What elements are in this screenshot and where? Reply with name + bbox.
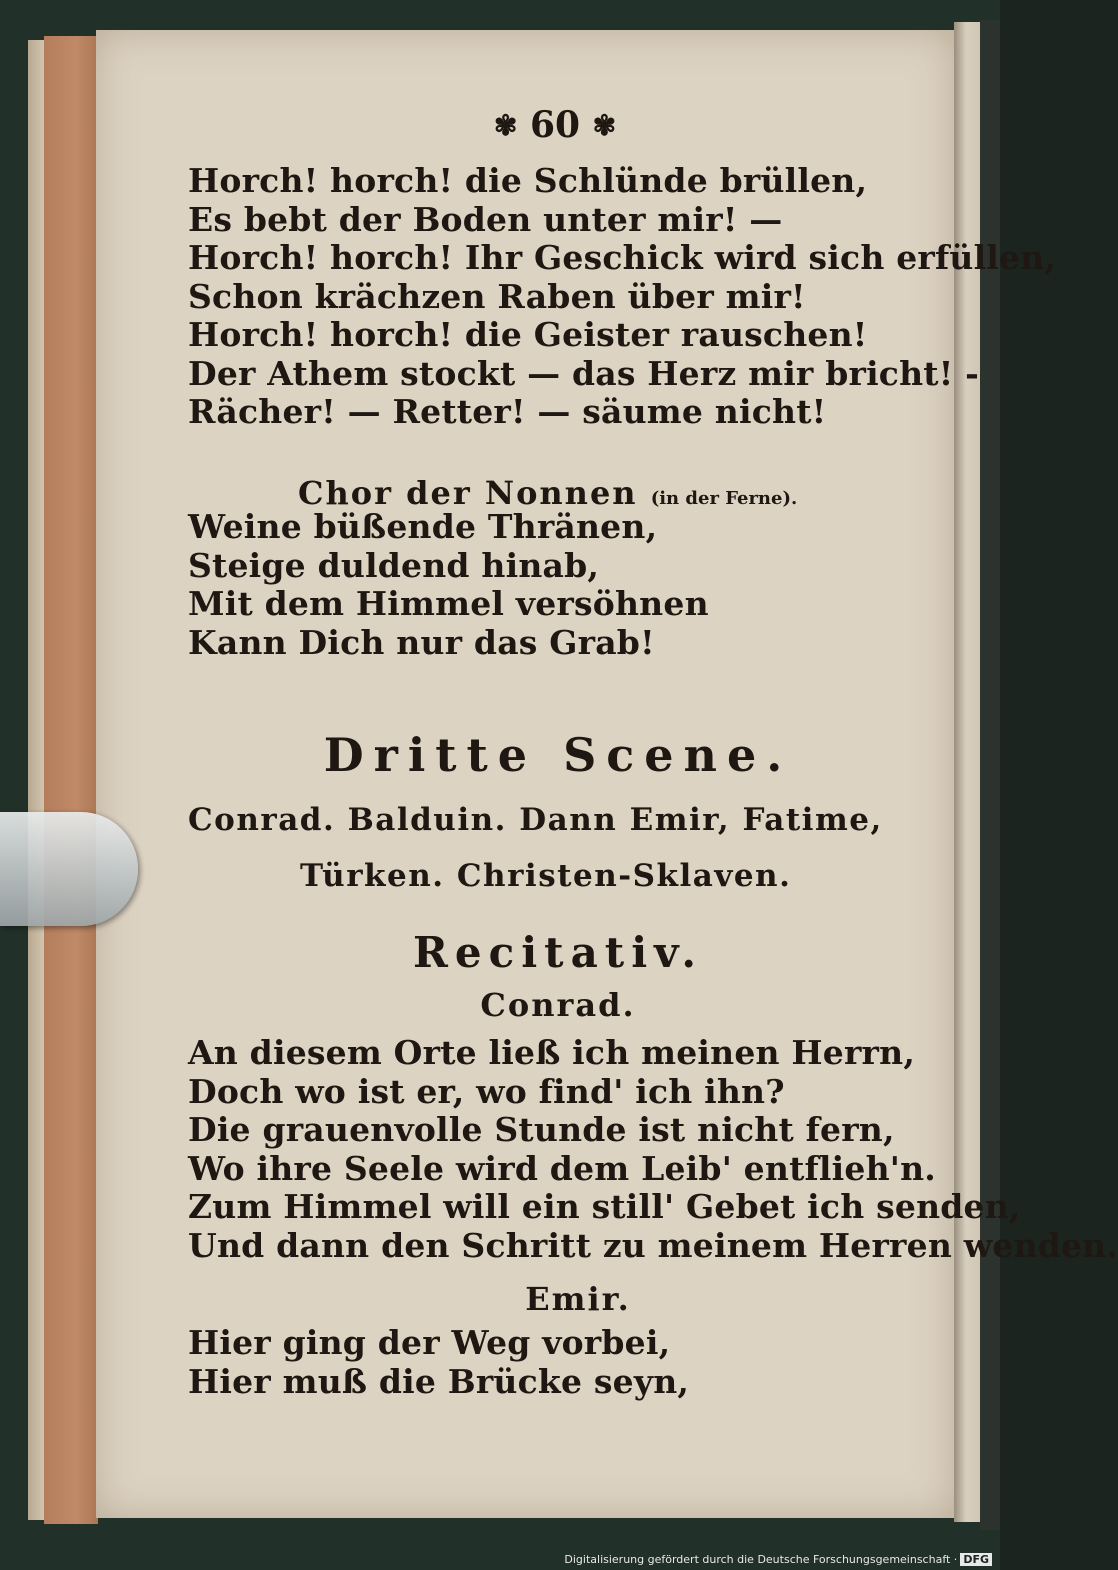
verse-line: Mit dem Himmel versöhnen [188,584,709,623]
ornament-left-icon: ✾ [493,109,518,142]
verse-line: Der Athem stockt — das Herz mir bricht! - [188,353,979,393]
verse-line: Kann Dich nur das Grab! [188,622,655,662]
personae-line-1: Conrad. Balduin. Dann Emir, Fatime, [188,802,883,838]
chorus-stanza [188,508,709,662]
verse-line: Steige duldend hinab, [188,545,600,585]
verse-line: Horch! horch! die Schlünde brüllen, [188,161,868,200]
verse-line: Hier muß die Brücke seyn, [188,1361,690,1401]
page-number [470,104,640,146]
verse-line: Die grauenvolle Stunde ist nicht fern, [188,1110,895,1149]
personae-line-2: Türken. Christen-Sklaven. [300,858,792,894]
speaker-emir: Emir. [525,1280,631,1318]
recitative-stanza-2 [188,1324,689,1401]
funding-text: Digitalisierung gefördert durch die Deutsche Forschungsgemeinschaft · [564,1553,958,1566]
scene-title: Dritte Scene. [323,728,793,782]
chorus-speaker: Chor der Nonnen [298,474,638,512]
page-number-text: 60 [529,104,581,146]
stanza-1 [188,162,1056,432]
verse-line: An diesem Orte ließ ich meinen Herrn, [188,1033,916,1072]
recitative-title: Recitativ. [413,928,703,977]
verse-line: Es bebt der Boden unter mir! — [188,199,783,239]
verse-line: Und dann den Schritt zu meinem Herren wenden. [188,1225,1118,1265]
book-spine-edge [44,36,98,1524]
dfg-logo: DFG [960,1553,992,1566]
verse-line: Doch wo ist er, wo find' ich ihn? [188,1071,785,1111]
stage-direction: (in der Ferne). [650,488,798,509]
verse-line: Hier ging der Weg vorbei, [188,1323,671,1362]
verse-line: Weine büßende Thränen, [188,507,658,546]
ornament-right-icon: ✾ [592,109,617,142]
verse-line: Horch! horch! die Geister rauschen! [188,315,868,354]
verse-line: Schon krächzen Raben über mir! [188,276,806,316]
funding-notice [564,1553,992,1566]
recitative-stanza-1 [188,1034,1118,1265]
page-clip [0,812,138,926]
verse-line: Horch! horch! Ihr Geschick wird sich erfüllen, [188,238,1057,277]
speaker-conrad: Conrad. [480,986,636,1024]
verse-line: Wo ihre Seele wird dem Leib' entflieh'n. [188,1148,936,1188]
verse-line: Rächer! — Retter! — säume nicht! [188,392,827,431]
verse-line: Zum Himmel will ein still' Gebet ich senden, [188,1187,1021,1226]
